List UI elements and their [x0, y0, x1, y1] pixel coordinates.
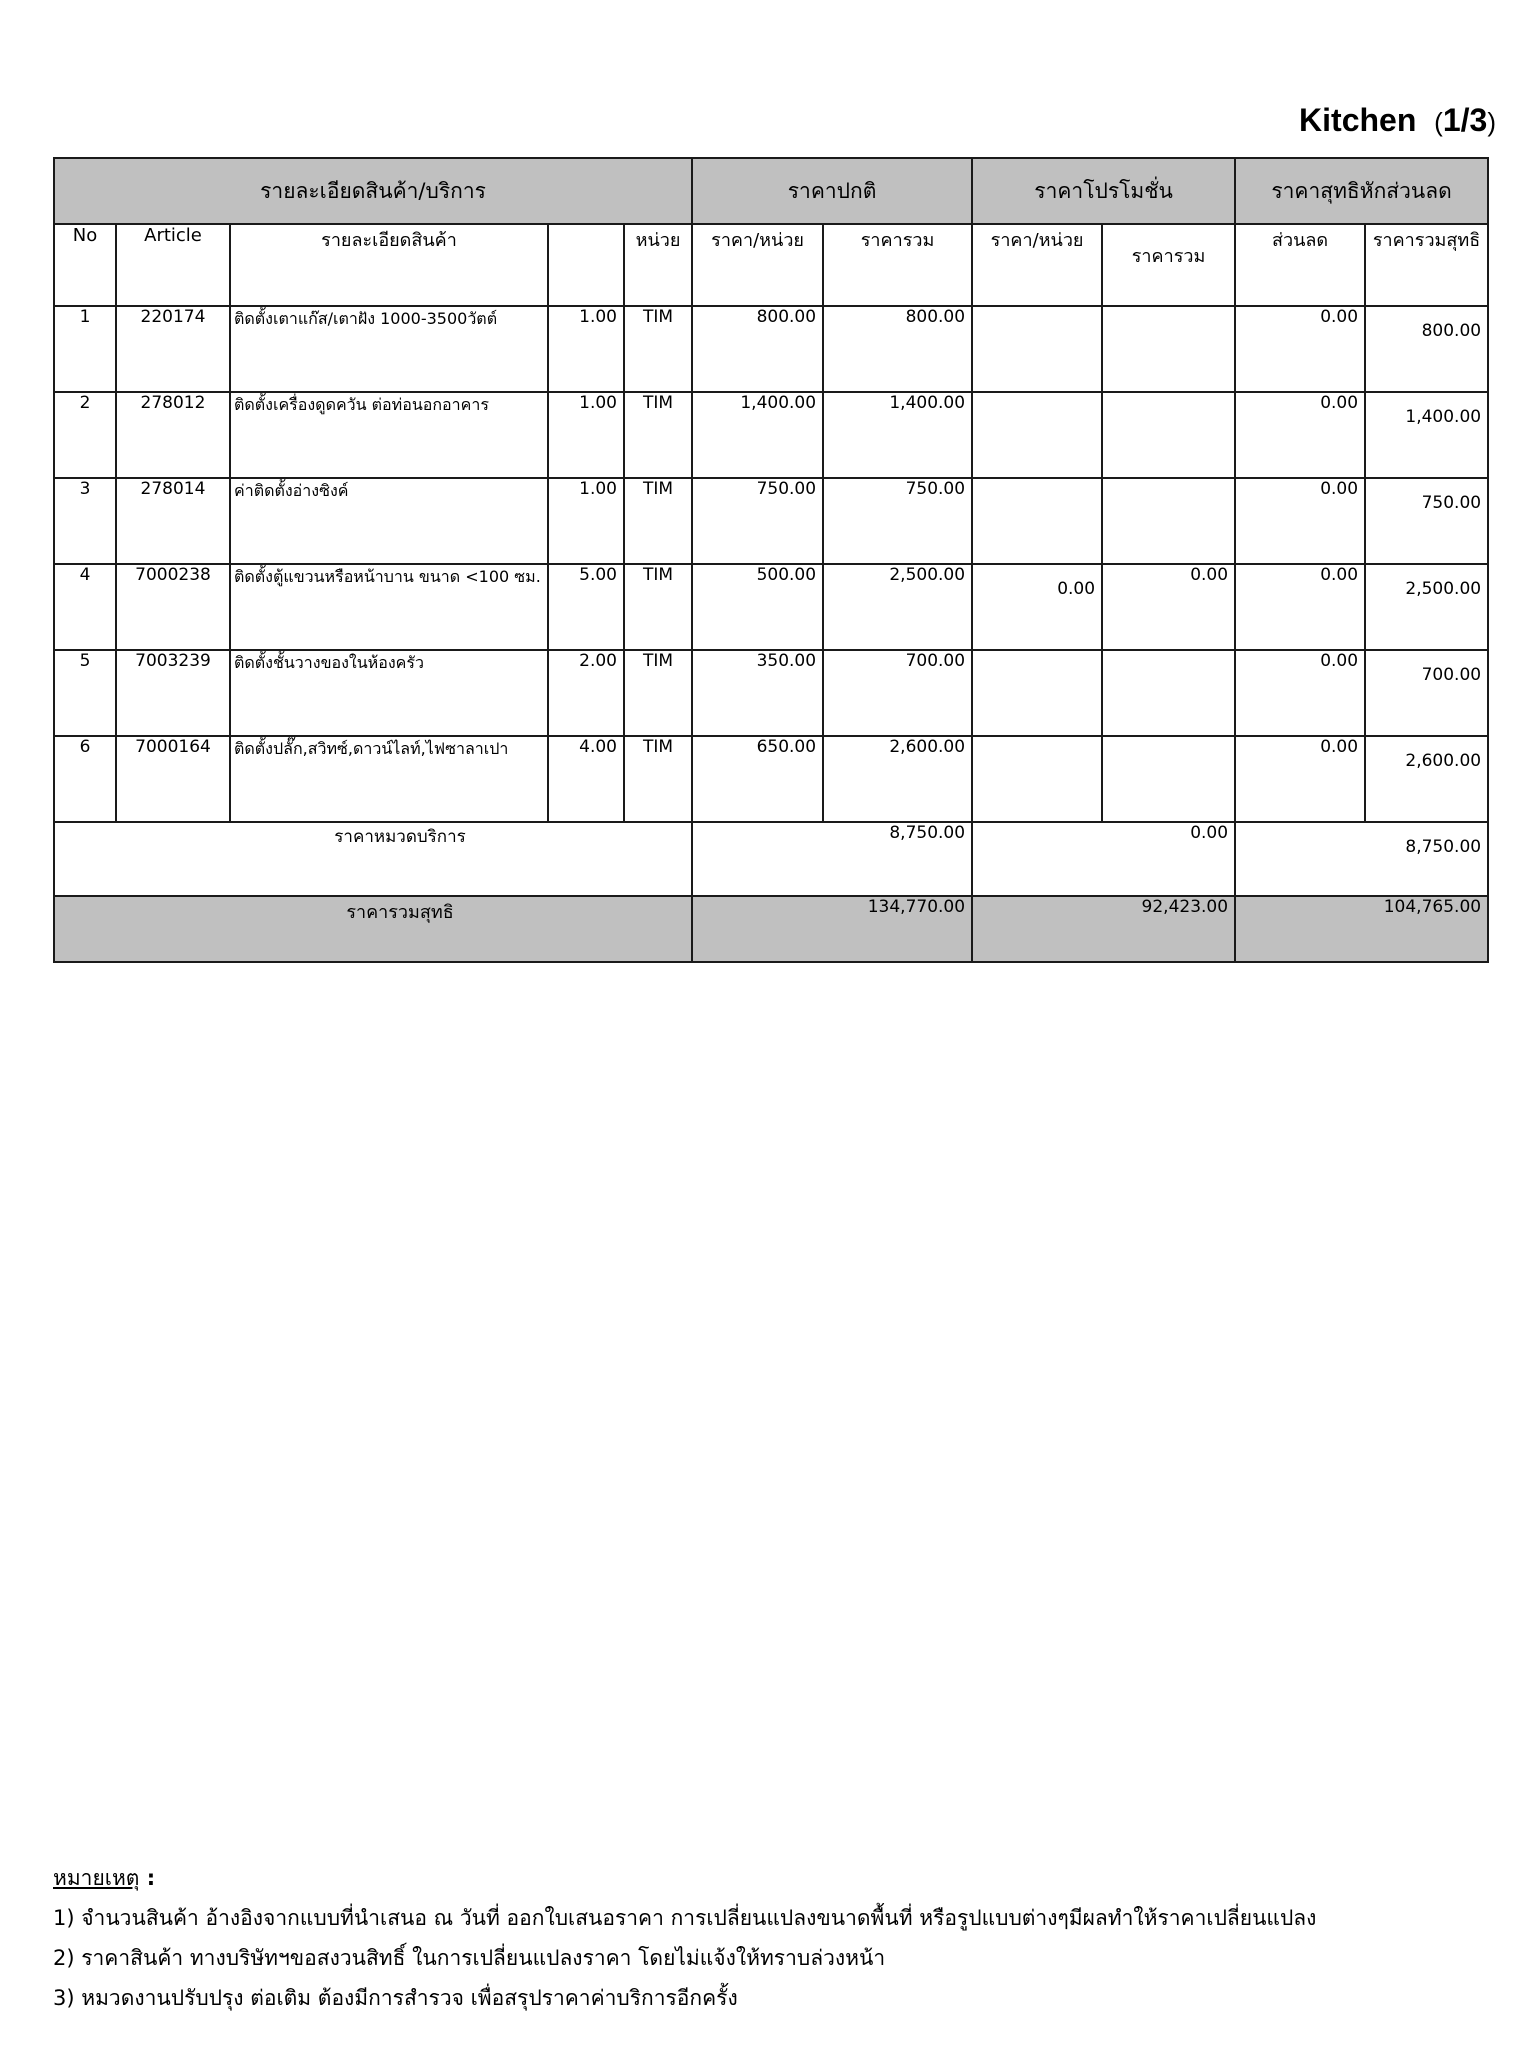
row-discount: 0.00 [1235, 392, 1365, 478]
row-discount: 0.00 [1235, 564, 1365, 650]
row-qty: 1.00 [548, 478, 624, 564]
row-total: 750.00 [823, 478, 972, 564]
row-qty: 5.00 [548, 564, 624, 650]
row-net-total: 750.00 [1365, 478, 1488, 564]
table-row [54, 478, 1488, 564]
group-header-row [54, 158, 1488, 224]
row-description: ติดตั้งปลั๊ก,สวิทซ์,ดาวน์ไลท์,ไฟซาลาเปา [230, 736, 548, 822]
row-unit: TIM [624, 650, 692, 736]
notes-heading-line [53, 1858, 1503, 1898]
quotation-table [53, 157, 1489, 963]
row-promo-total [1102, 478, 1235, 564]
row-total: 800.00 [823, 306, 972, 392]
col-discount-header: ส่วนลด [1235, 224, 1365, 306]
row-discount: 0.00 [1235, 650, 1365, 736]
row-unit: TIM [624, 736, 692, 822]
note-line: 2) ราคาสินค้า ทางบริษัทฯขอสงวนสิทธิ์ ในการเปลี่ยนแปลงราคา โดยไม่แจ้งให้ทราบล่วงหน้า [53, 1946, 886, 1970]
row-promo-total [1102, 650, 1235, 736]
row-promo-unit-price [972, 478, 1102, 564]
row-promo-unit-price [972, 736, 1102, 822]
row-unit: TIM [624, 306, 692, 392]
row-qty: 2.00 [548, 650, 624, 736]
grand-total-label: ราคารวมสุทธิ [54, 896, 692, 962]
row-description: ค่าติดตั้งอ่างซิงค์ [230, 478, 548, 564]
col-unit-header: หน่วย [624, 224, 692, 306]
row-no: 4 [54, 564, 116, 650]
row-net-total: 2,500.00 [1365, 564, 1488, 650]
row-promo-unit-price [972, 392, 1102, 478]
row-description: ติดตั้งเตาแก๊ส/เตาฝัง 1000-3500วัตต์ [230, 306, 548, 392]
row-discount: 0.00 [1235, 478, 1365, 564]
category-total-promo: 0.00 [972, 822, 1235, 896]
room-name: Kitchen [1299, 102, 1417, 138]
row-unit-price: 650.00 [692, 736, 823, 822]
row-article: 220174 [116, 306, 230, 392]
row-discount: 0.00 [1235, 736, 1365, 822]
row-unit-price: 750.00 [692, 478, 823, 564]
row-unit: TIM [624, 478, 692, 564]
group-promo-price-header: ราคาโปรโมชั่น [972, 158, 1235, 224]
row-description: ติดตั้งชั้นวางของในห้องครัว [230, 650, 548, 736]
document-title [1299, 102, 1496, 139]
category-total-net: 8,750.00 [1235, 822, 1488, 896]
notes-heading: หมายเหตุ [53, 1866, 140, 1890]
col-desc-header: รายละเอียดสินค้า [230, 224, 548, 306]
column-header-row [54, 224, 1488, 306]
row-discount: 0.00 [1235, 306, 1365, 392]
row-unit: TIM [624, 564, 692, 650]
row-no: 3 [54, 478, 116, 564]
row-no: 1 [54, 306, 116, 392]
group-details-header: รายละเอียดสินค้า/บริการ [54, 158, 692, 224]
category-total-label: ราคาหมวดบริการ [54, 822, 692, 896]
grand-total-normal: 134,770.00 [692, 896, 972, 962]
page-open-paren: ( [1434, 107, 1443, 137]
row-total: 1,400.00 [823, 392, 972, 478]
row-no: 2 [54, 392, 116, 478]
row-promo-unit-price [972, 650, 1102, 736]
col-qty-header [548, 224, 624, 306]
row-total: 700.00 [823, 650, 972, 736]
table-row [54, 392, 1488, 478]
table-row [54, 736, 1488, 822]
group-normal-price-header: ราคาปกติ [692, 158, 972, 224]
row-net-total: 700.00 [1365, 650, 1488, 736]
table-row [54, 564, 1488, 650]
row-promo-unit-price [972, 306, 1102, 392]
col-promo-total-header: ราคารวม [1102, 224, 1235, 306]
row-promo-unit-price: 0.00 [972, 564, 1102, 650]
group-net-price-header: ราคาสุทธิหักส่วนลด [1235, 158, 1488, 224]
grand-total-net: 104,765.00 [1235, 896, 1488, 962]
row-total: 2,600.00 [823, 736, 972, 822]
note-line: 1) จำนวนสินค้า อ้างอิงจากแบบที่นำเสนอ ณ วันที่ ออกใบเสนอราคา การเปลี่ยนแปลงขนาดพื้นที่ หรือรูปแบบต่างๆมีผลทำให้ราคาเปลี่ยนแปลง [53, 1906, 1317, 1930]
row-no: 5 [54, 650, 116, 736]
page-close-paren: ) [1487, 107, 1496, 137]
row-net-total: 800.00 [1365, 306, 1488, 392]
table-row [54, 650, 1488, 736]
row-qty: 4.00 [548, 736, 624, 822]
row-article: 7000238 [116, 564, 230, 650]
row-qty: 1.00 [548, 306, 624, 392]
row-unit-price: 800.00 [692, 306, 823, 392]
table-row [54, 306, 1488, 392]
row-unit-price: 1,400.00 [692, 392, 823, 478]
category-total-row [54, 822, 1488, 896]
row-promo-total: 0.00 [1102, 564, 1235, 650]
row-unit-price: 350.00 [692, 650, 823, 736]
row-article: 7000164 [116, 736, 230, 822]
notes-colon: : [139, 1866, 156, 1890]
row-description: ติดตั้งตู้แขวนหรือหน้าบาน ขนาด <100 ซม. [230, 564, 548, 650]
page-indicator: 1/3 [1442, 102, 1488, 138]
row-unit: TIM [624, 392, 692, 478]
row-net-total: 1,400.00 [1365, 392, 1488, 478]
col-no-header: No [54, 224, 116, 306]
col-article-header: Article [116, 224, 230, 306]
row-net-total: 2,600.00 [1365, 736, 1488, 822]
row-no: 6 [54, 736, 116, 822]
row-promo-total [1102, 306, 1235, 392]
row-article: 278012 [116, 392, 230, 478]
row-description: ติดตั้งเครื่องดูดควัน ต่อท่อนอกอาคาร [230, 392, 548, 478]
col-net-total-header: ราคารวมสุทธิ [1365, 224, 1488, 306]
row-article: 7003239 [116, 650, 230, 736]
row-qty: 1.00 [548, 392, 624, 478]
row-promo-total [1102, 736, 1235, 822]
notes-section [53, 1858, 1503, 2018]
col-normal-unit-price-header: ราคา/หน่วย [692, 224, 823, 306]
category-total-normal: 8,750.00 [692, 822, 972, 896]
row-article: 278014 [116, 478, 230, 564]
row-total: 2,500.00 [823, 564, 972, 650]
grand-total-promo: 92,423.00 [972, 896, 1235, 962]
col-normal-total-header: ราคารวม [823, 224, 972, 306]
grand-total-row [54, 896, 1488, 962]
row-unit-price: 500.00 [692, 564, 823, 650]
note-line: 3) หมวดงานปรับปรุง ต่อเติม ต้องมีการสำรวจ เพื่อสรุปราคาค่าบริการอีกครั้ง [53, 1986, 738, 2010]
col-promo-unit-price-header: ราคา/หน่วย [972, 224, 1102, 306]
row-promo-total [1102, 392, 1235, 478]
